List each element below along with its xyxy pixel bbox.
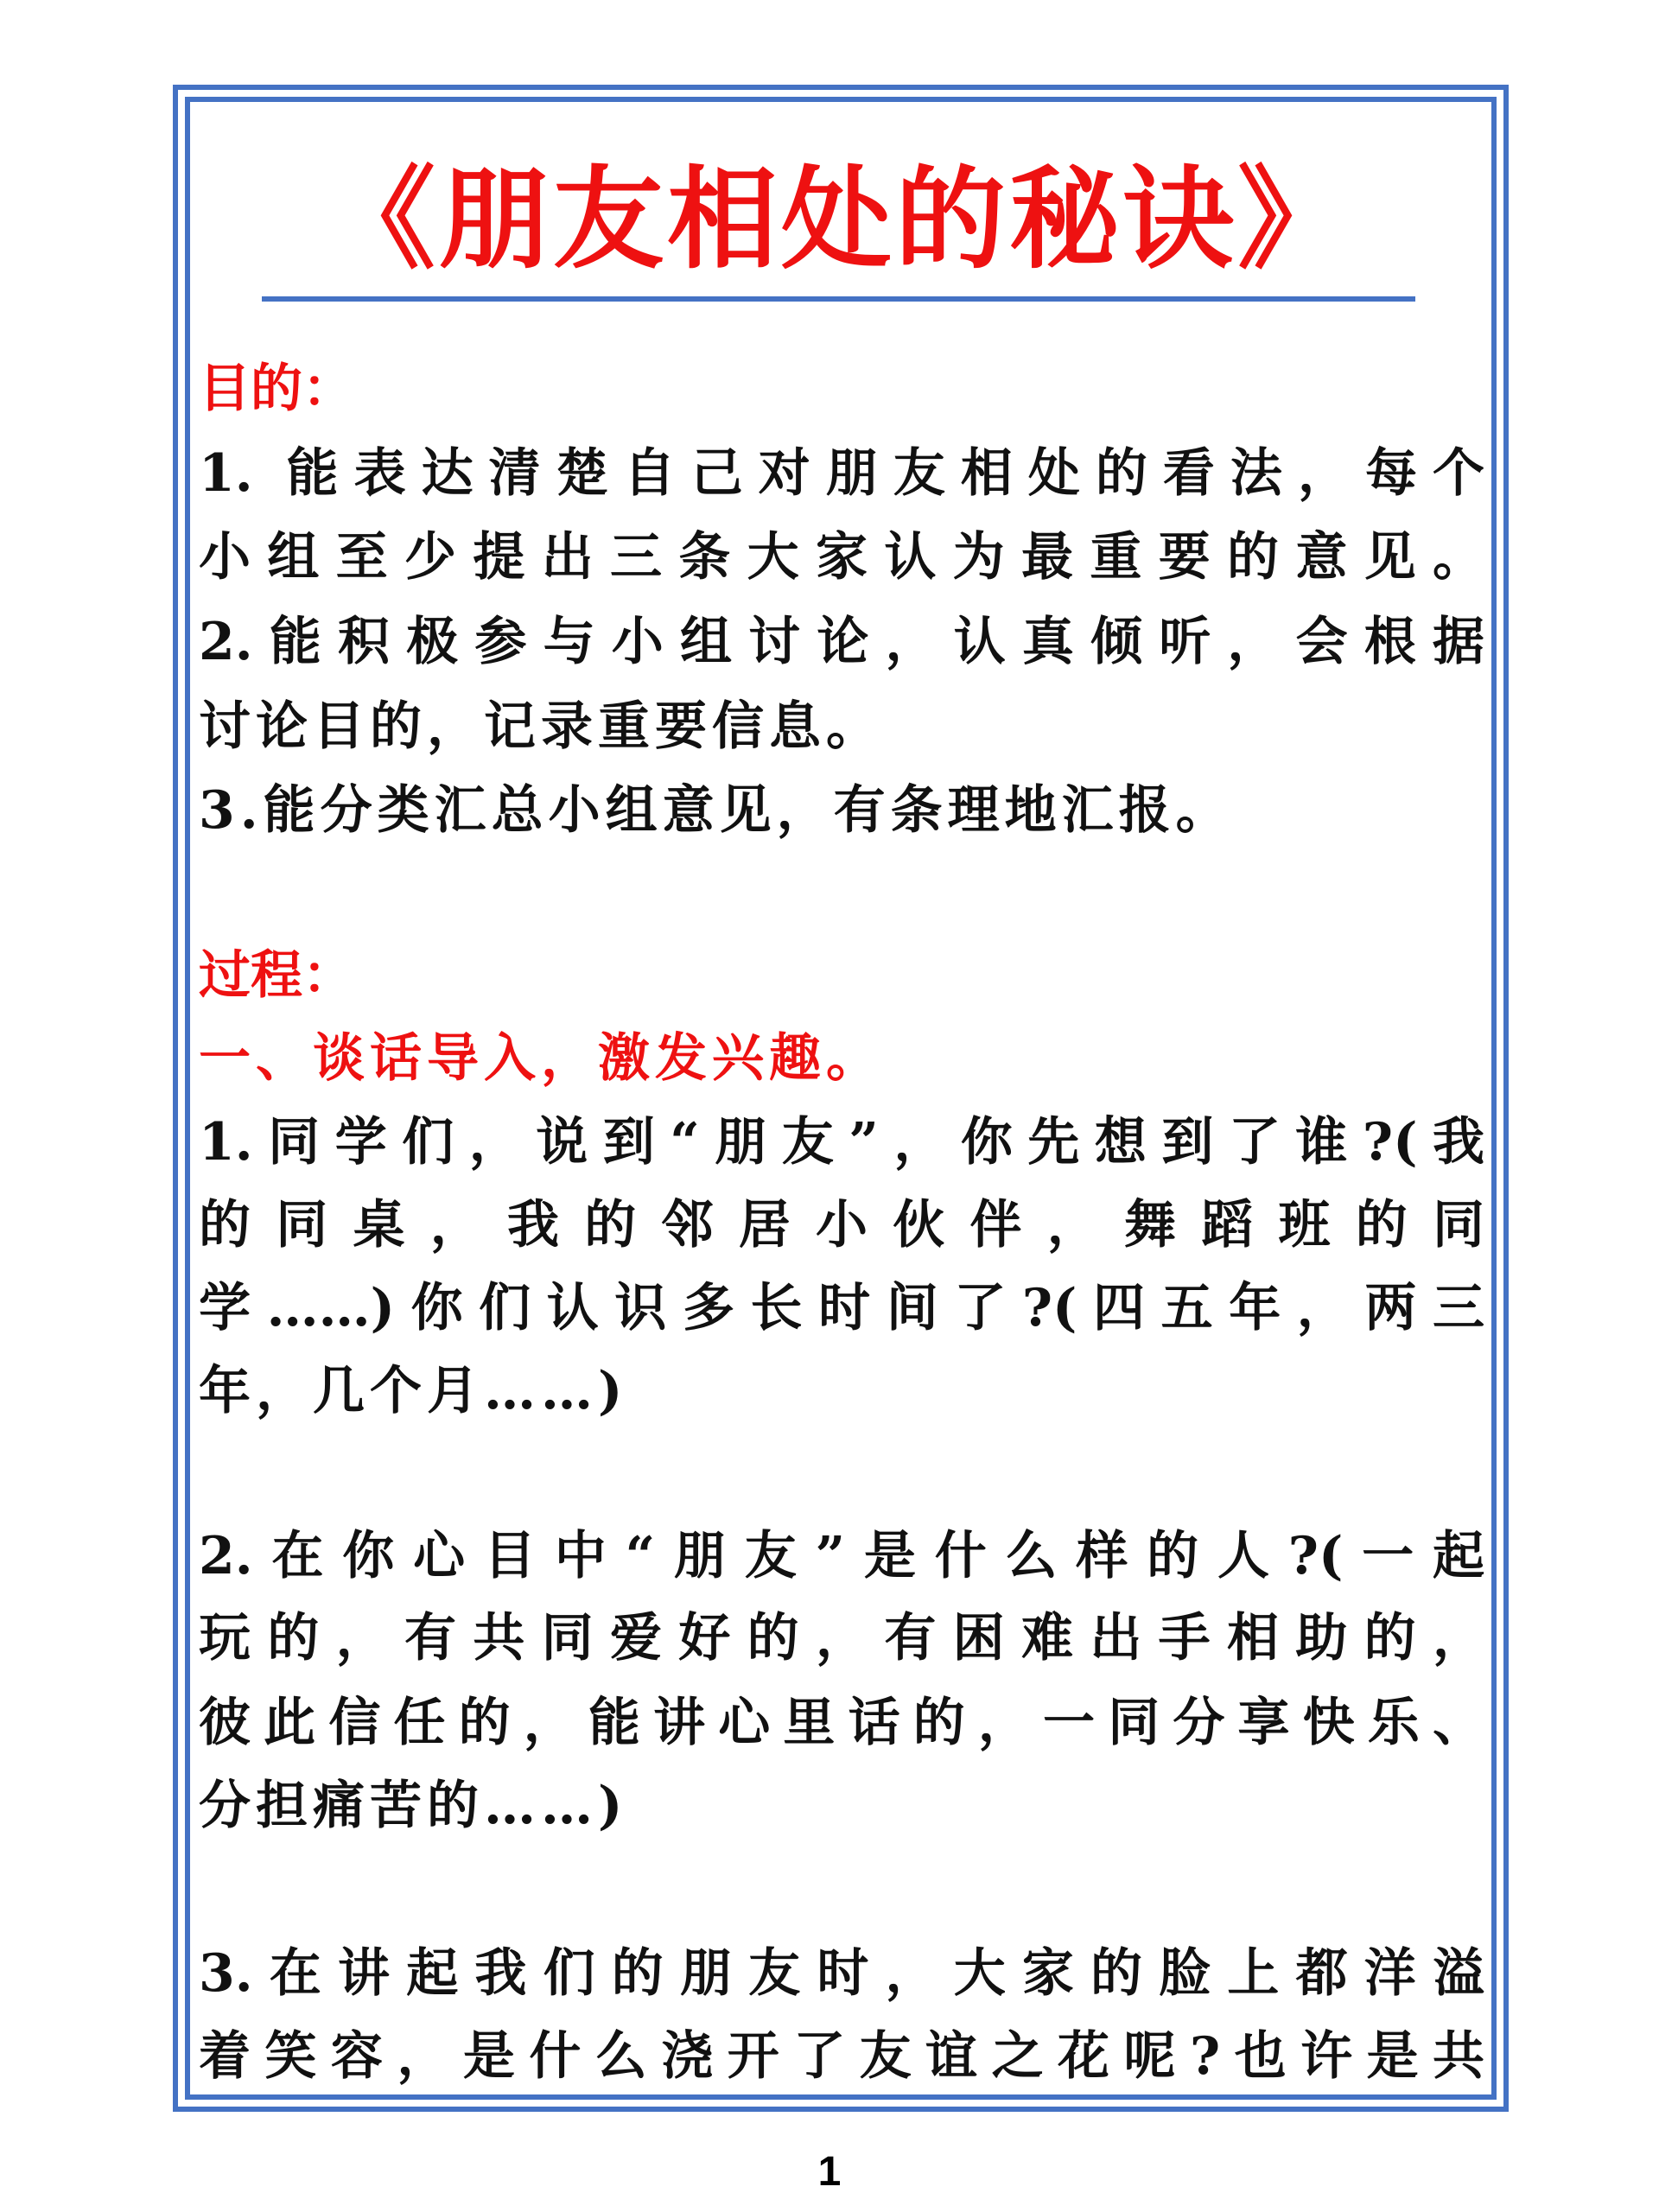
paragraph-line: 着笑容，是什么浇开了友谊之花呢?也许是共 xyxy=(199,2026,1484,2087)
purpose-line: 3.能分类汇总小组意见，有条理地汇报。 xyxy=(199,780,1233,841)
process-heading: 过程： xyxy=(199,945,354,1006)
paragraph-line: 2.在你心目中“朋友”是什么样的人?(一起 xyxy=(199,1526,1484,1586)
purpose-line: 1. 能表达清楚自己对朋友相处的看法，每个 xyxy=(199,443,1484,504)
paragraph-line: 分担痛苦的……) xyxy=(199,1776,628,1836)
paragraph-line: 1.同学们，说到“朋友”，你先想到了谁?(我 xyxy=(199,1112,1484,1173)
purpose-line: 2.能积极参与小组讨论，认真倾听，会根据 xyxy=(199,612,1484,672)
paragraph-line: 玩的，有共同爱好的，有困难出手相助的， xyxy=(199,1608,1484,1669)
page-number: 1 xyxy=(817,2149,842,2195)
process-subheading: 一、谈话导入，激发兴趣。 xyxy=(199,1028,883,1089)
purpose-line: 小组至少提出三条大家认为最重要的意见。 xyxy=(199,527,1484,588)
page-title: 《朋友相处的秘诀》 xyxy=(324,156,1351,284)
paragraph-line: 彼此信任的，能讲心里话的，一同分享快乐、 xyxy=(199,1693,1484,1753)
purpose-line: 讨论目的，记录重要信息。 xyxy=(199,696,883,757)
purpose-heading: 目的： xyxy=(199,359,354,419)
paragraph-line: 3.在讲起我们的朋友时，大家的脸上都洋溢 xyxy=(199,1943,1484,2004)
paragraph-line: 学……)你们认识多长时间了?(四五年，两三 xyxy=(199,1278,1484,1338)
title-underline xyxy=(262,296,1415,302)
paragraph-line: 年，几个月……) xyxy=(199,1361,628,1421)
paragraph-line: 的同桌，我的邻居小伙伴，舞蹈班的同 xyxy=(199,1195,1484,1255)
